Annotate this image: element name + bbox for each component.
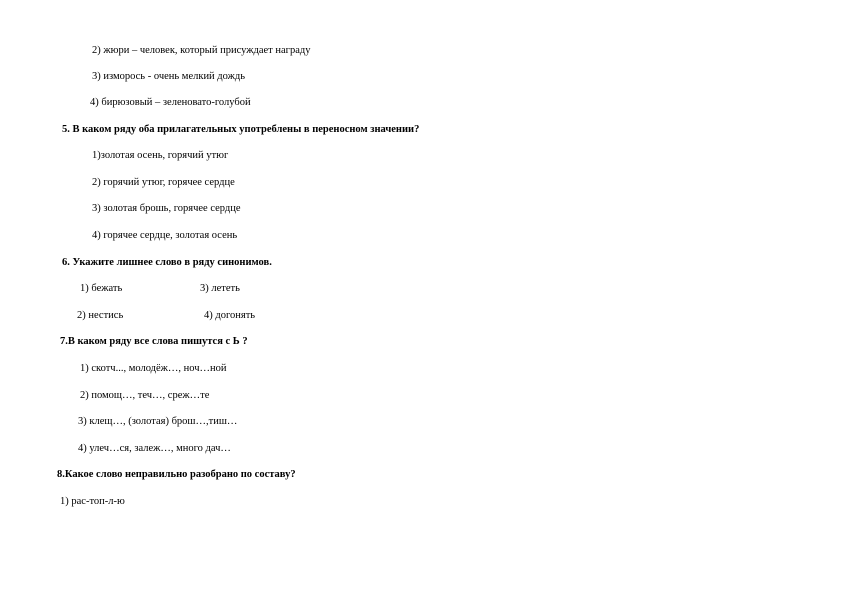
q5-option-1: 1)золотая осень, горячий утюг bbox=[92, 150, 229, 161]
q6-option-2: 2) нестись bbox=[77, 310, 124, 321]
question-7: 7.В каком ряду все слова пишутся с Ь ? bbox=[60, 336, 248, 347]
q7-option-2: 2) помощ…, теч…, среж…те bbox=[80, 390, 210, 401]
q6-option-3: 3) лететь bbox=[200, 283, 240, 294]
prev-option-3: 3) изморось - очень мелкий дождь bbox=[92, 71, 246, 82]
q5-option-4: 4) горячее сердце, золотая осень bbox=[92, 230, 238, 241]
q6-option-1: 1) бежать bbox=[80, 283, 123, 294]
prev-option-4: 4) бирюзовый – зеленовато-голубой bbox=[90, 97, 251, 108]
q5-option-3: 3) золотая брошь, горячее сердце bbox=[92, 203, 241, 214]
q7-option-4: 4) улеч…ся, залеж…, много дач… bbox=[78, 443, 231, 454]
q6-option-4: 4) догонять bbox=[204, 310, 256, 321]
q7-option-1: 1) скотч..., молодёж…, ноч…ной bbox=[80, 363, 227, 374]
question-5: 5. В каком ряду оба прилагательных употреблены в переносном значении? bbox=[62, 124, 420, 135]
q5-option-2: 2) горячий утюг, горячее сердце bbox=[92, 177, 235, 188]
q8-option-1: 1) рас-топ-л-ю bbox=[60, 496, 125, 507]
prev-option-2: 2) жюри – человек, который присуждает награду bbox=[92, 45, 311, 56]
question-6: 6. Укажите лишнее слово в ряду синонимов. bbox=[62, 257, 272, 268]
question-8: 8.Какое слово неправильно разобрано по составу? bbox=[57, 469, 296, 480]
q7-option-3: 3) клещ…, (золотая) брош…,тиш… bbox=[78, 416, 238, 427]
